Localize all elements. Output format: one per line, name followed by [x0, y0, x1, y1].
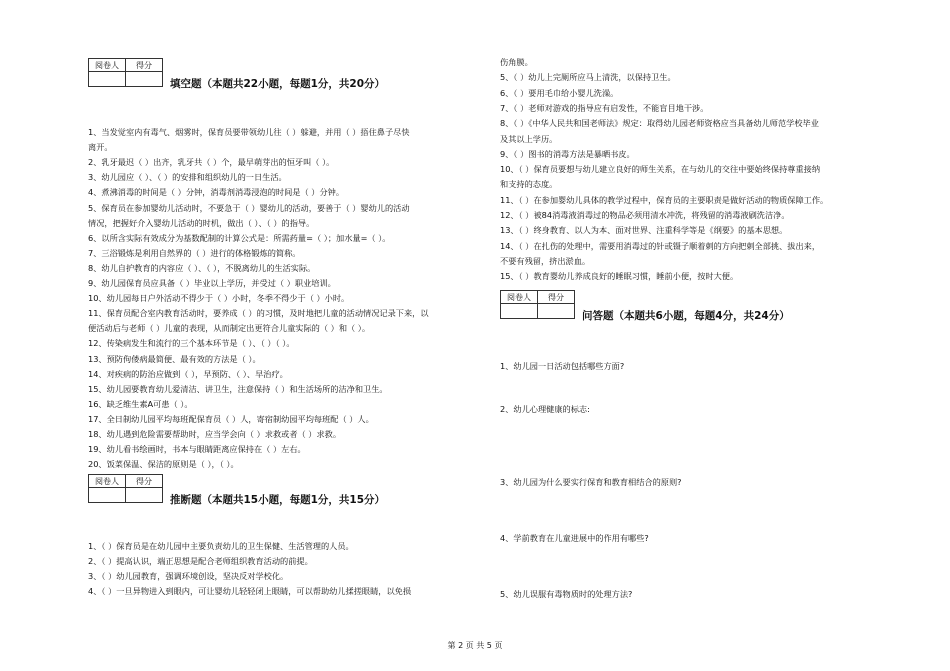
- grader-label: 阅卷人: [89, 475, 126, 488]
- qa-question-line: 5、幼儿误服有毒物质时的处理方法?: [500, 589, 633, 599]
- judge-question-line: 3、（ ）幼儿园教育，强调环境创设，坚决反对学校化。: [88, 571, 289, 581]
- fill-question-line: 4、煮沸消毒的时间是（ ）分钟，消毒剂消毒浸泡的时间是（ ）分钟。: [88, 187, 345, 198]
- fill-question-line: 离开。: [88, 142, 113, 153]
- fill-question-line: 情况，把握好介入婴幼儿活动的时机，做出（ ）、（ ）的指导。: [88, 217, 315, 228]
- fill-question-line: 6、以所含实际有效成分为基数配制的计算公式是：所需药量=（ ）；加水量=（ ）。: [88, 232, 391, 243]
- judge-question-line: 5、（ ）幼儿上完厕所应马上清洗，以保持卫生。: [500, 72, 676, 83]
- judge-question-line: 1、（ ）保育员是在幼儿园中主要负责幼儿的卫生保健、生活管理的人员。: [88, 541, 354, 551]
- judge-question-line: 2、（ ）提高认识，端正思想是配合老师组织教育活动的前提。: [88, 556, 313, 566]
- judge-question-line: 9、（ ）图书的消毒方法是暴晒书皮。: [500, 148, 635, 159]
- fill-question-line: 14、对疾病的防治应做到（ ），早预防、（ ）、早治疗。: [88, 368, 288, 379]
- score-box-qa: [500, 290, 575, 319]
- judge-question-line: 4、（ ）一旦异物进入到眼内，可让婴幼儿轻轻闭上眼睛，可以帮助幼儿揉搓眼睛，以免损: [88, 586, 412, 596]
- judge-question-line: 不要有残留，挤出淤血。: [500, 255, 591, 266]
- fill-question-line: 10、幼儿园每日户外活动不得少于（ ）小时，冬季不得少于（ ）小时。: [88, 293, 350, 304]
- judge-question-line: 7、（ ）老师对游戏的指导应有启发性，不能盲目地干涉。: [500, 102, 709, 113]
- fill-question-line: 3、幼儿园应（ ）、（ ）的安排和组织幼儿的一日生活。: [88, 172, 287, 183]
- judge-question-line: 15、（ ）教育婴幼儿养成良好的睡眠习惯，睡前小便，按时大便。: [500, 271, 739, 282]
- qa-question-line: 3、幼儿园为什么要实行保育和教育相结合的原则?: [500, 477, 682, 487]
- fill-question-line: 18、幼儿遇到危险需要帮助时，应当学会向（ ）求救或者（ ）求救。: [88, 429, 342, 439]
- score-label: 得分: [538, 291, 575, 304]
- qa-question-line: 2、幼儿心理健康的标志:: [500, 404, 590, 414]
- fill-question-line: 11、保育员配合室内教育活动时，要养成（ ）的习惯，及时地把儿童的活动情况记录下来，以: [88, 308, 429, 319]
- grader-label: 阅卷人: [89, 59, 126, 72]
- fill-question-line: 12、传染病发生和流行的三个基本环节是（ ）、（ ）（ ）。: [88, 338, 295, 349]
- fill-section-title: 填空题（本题共22小题，每题1分，共20分）: [170, 78, 386, 90]
- score-box-judge: [88, 474, 163, 503]
- score-label: 得分: [126, 475, 163, 488]
- fill-question-line: 17、全日制幼儿园平均每班配保育员（ ）人，寄宿制幼园平均每班配（ ）人。: [88, 413, 374, 424]
- fill-question-line: 16、缺乏维生素A可患（ ）。: [88, 398, 193, 409]
- judge-question-line: 10、（ ）保育员要想与幼儿建立良好的师生关系，在与幼儿的交往中要始终保持尊重接纳: [500, 164, 821, 175]
- judge-question-line: 及其以上学历。: [500, 133, 558, 144]
- judge-question-line: 8、（ ）《中华人民共和国老师法》规定：取得幼儿园老师资格应当具备幼儿师范学校毕业: [500, 118, 819, 129]
- judge-question-line: 11、（ ）在参加婴幼儿具体的教学过程中，保育员的主要职责是做好活动的物质保障工作。: [500, 194, 829, 205]
- score-box-fill: [88, 58, 163, 87]
- page-footer: 第 2 页 共 5 页: [447, 641, 503, 650]
- fill-question-line: 20、饭菜保温、保洁的原则是（ ），（ ）。: [88, 459, 239, 470]
- fill-question-line: 19、幼儿看书绘画时，书本与眼睛距离应保持在（ ）左右。: [88, 444, 306, 455]
- fill-question-line: 13、预防佝偻病最简便、最有效的方法是（ ）。: [88, 353, 261, 364]
- fill-question-line: 2、乳牙最迟（ ）出齐，乳牙共（ ）个，最早萌芽出的恒牙叫（ ）。: [88, 157, 335, 168]
- judge-question-line: 12、（ ）被84消毒液消毒过的物品必须用清水冲洗，将残留的消毒液刷洗洁净。: [500, 210, 790, 220]
- fill-question-line: 9、幼儿园保育员应具备（ ）毕业以上学历，并受过（ ）职业培训。: [88, 278, 336, 288]
- judge-question-line: 和支持的态度。: [500, 179, 558, 190]
- score-label: 得分: [126, 59, 163, 72]
- judge-question-line: 伤角膜。: [500, 57, 533, 67]
- fill-question-line: 8、幼儿自护教育的内容应（ ）、（ ），不脱离幼儿的生活实际。: [88, 262, 316, 273]
- qa-section-title: 问答题（本题共6小题，每题4分，共24分）: [582, 310, 790, 322]
- judge-question-line: 14、（ ）在扎伤的处理中，需要用消毒过的针或镊子顺着刺的方向把刺全部挑、拔出来，: [500, 240, 821, 251]
- judge-question-line: 6、（ ）要用毛巾给小婴儿洗澡。: [500, 87, 619, 98]
- fill-question-line: 15、幼儿园要教育幼儿爱清洁、讲卫生，注意保持（ ）和生活场所的洁净和卫生。: [88, 383, 388, 394]
- grader-label: 阅卷人: [501, 291, 538, 304]
- judge-question-line: 13、（ ）终身教育、以人为本、面对世界、注重科学等是《纲要》的基本思想。: [500, 225, 788, 236]
- fill-question-line: 7、三浴锻炼是利用自然界的（ ）进行的体格锻炼的简称。: [88, 247, 301, 258]
- fill-question-line: 5、保育员在参加婴幼儿活动时，不要急于（ ）婴幼儿的活动，要善于（ ）婴幼儿的活动: [88, 202, 410, 213]
- qa-question-line: 4、学前教育在儿童进展中的作用有哪些?: [500, 533, 649, 543]
- qa-question-line: 1、幼儿园一日活动包括哪些方面?: [500, 361, 625, 371]
- judge-section-title: 推断题（本题共15小题，每题1分，共15分）: [170, 494, 386, 506]
- fill-question-line: 1、当发觉室内有毒气、烟雾时，保育员要带领幼儿往（ ）躲避，并用（ ）捂住鼻子尽快: [88, 127, 410, 137]
- fill-question-line: 便活动后与老师（ ）儿童的表现，从而制定出更符合儿童实际的（ ）和（ ）。: [88, 323, 371, 334]
